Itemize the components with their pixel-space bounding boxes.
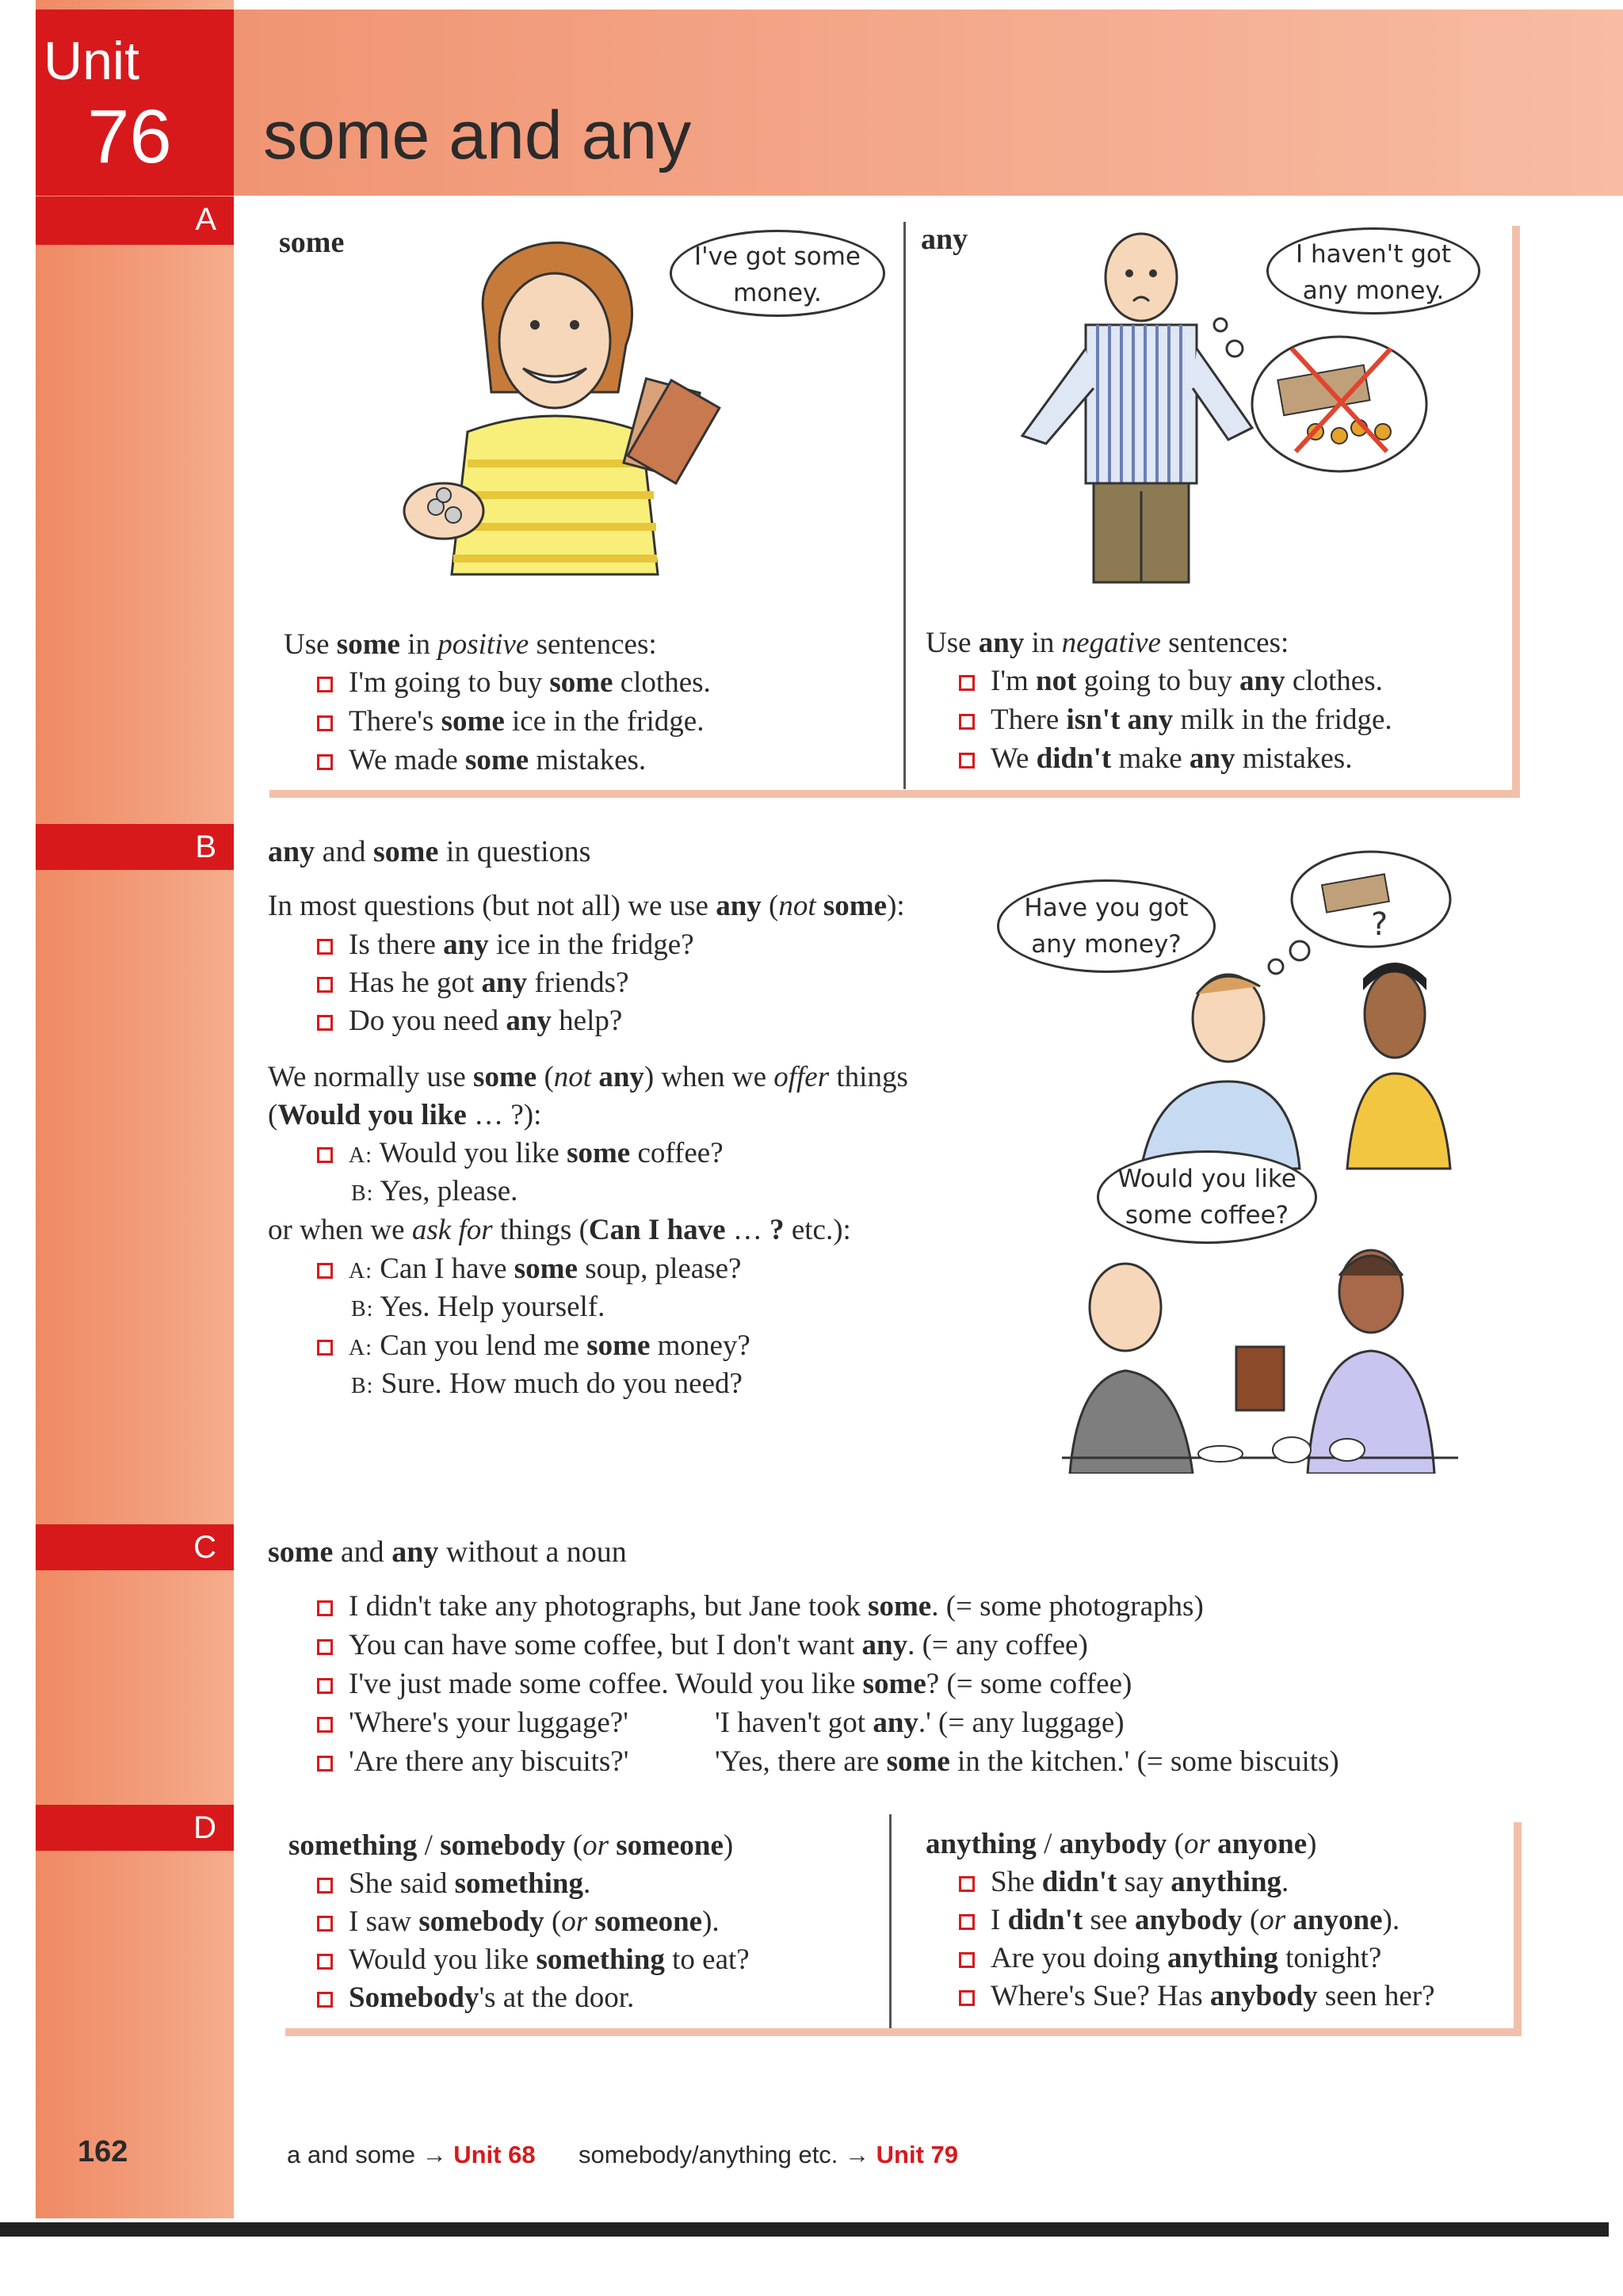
text: 'Yes, there are	[715, 1745, 887, 1778]
text: I'm	[991, 665, 1037, 697]
text: ? (= some coffee)	[926, 1668, 1132, 1700]
text: isn't any	[1066, 704, 1174, 736]
text: any	[443, 929, 489, 961]
text: sentences:	[529, 628, 657, 661]
text: anyone	[1217, 1828, 1308, 1860]
text: not	[553, 1061, 592, 1093]
text: ice in the fridge?	[488, 929, 694, 961]
some-intro	[284, 627, 657, 662]
page-number: 162	[78, 2135, 128, 2168]
bubble-line: I've got some	[694, 242, 861, 271]
text: (	[761, 890, 779, 922]
text: Has he got	[349, 967, 482, 999]
text: .	[1281, 1866, 1289, 1898]
speaker-label: B:	[351, 1374, 374, 1398]
text: …	[725, 1214, 770, 1246]
text: someone	[594, 1905, 703, 1938]
offer-rule	[268, 1060, 908, 1094]
text: or	[1259, 1904, 1286, 1936]
text: some	[268, 1535, 334, 1569]
dialogue-line	[351, 1174, 517, 1208]
d-left-example	[317, 1905, 720, 1939]
no-noun-example-reply	[715, 1745, 1339, 1779]
questions-rule	[268, 889, 905, 923]
text: not	[778, 890, 816, 922]
section-c-label: C	[36, 1524, 234, 1570]
text: (	[544, 1905, 562, 1938]
text: in the kitchen.' (= some biscuits)	[949, 1745, 1339, 1778]
text: Yes. Help yourself.	[380, 1291, 605, 1323]
text: in	[399, 628, 438, 661]
cross-reference-somebody-anything	[579, 2141, 958, 2169]
text: any	[716, 890, 762, 922]
text: anybody	[1059, 1828, 1167, 1860]
text: You can have some coffee, but I don't want	[349, 1629, 862, 1661]
dialogue-line	[317, 1329, 750, 1363]
section-a-label: A	[36, 196, 234, 242]
text: anybody	[1134, 1904, 1243, 1936]
bubble-line: any money.	[1302, 277, 1445, 305]
bullet-box	[317, 715, 333, 731]
text: somebody/anything etc. →	[579, 2141, 870, 2168]
text: ).	[1382, 1904, 1400, 1936]
no-noun-example	[317, 1589, 1204, 1623]
text: some	[373, 835, 439, 868]
text: .	[583, 1867, 591, 1900]
text: going to buy	[1076, 665, 1239, 697]
text: sentences:	[1160, 627, 1289, 659]
text: Do you need	[349, 1005, 506, 1037]
bullet-box	[959, 675, 975, 691]
bubble-line: Have you got	[1024, 894, 1189, 922]
offering-coffee-illustration	[1054, 1220, 1466, 1474]
text: some	[862, 1668, 926, 1700]
text: There's	[349, 705, 441, 738]
speaker-label: B:	[351, 1297, 374, 1322]
text: anything	[1170, 1866, 1282, 1898]
dialogue-line	[351, 1367, 743, 1401]
d-right-example	[959, 1865, 1289, 1899]
bullet-box	[959, 1876, 975, 1892]
text: Yes, please.	[380, 1175, 518, 1207]
text: mistakes.	[1235, 742, 1353, 775]
bullet-box	[317, 1717, 333, 1733]
text: )	[1307, 1828, 1317, 1860]
text: ice in the fridge.	[504, 705, 705, 738]
text: ).	[702, 1905, 720, 1938]
unit-79-link[interactable]: Unit 79	[876, 2141, 959, 2168]
text: She said	[349, 1867, 455, 1900]
any-intro	[926, 626, 1289, 660]
text	[591, 1061, 598, 1093]
section-c-heading	[268, 1535, 627, 1569]
any-example	[959, 742, 1352, 776]
dialogue-line	[317, 1252, 741, 1286]
text: any	[978, 627, 1025, 659]
some-example	[317, 704, 704, 738]
speaker-label: A:	[349, 1259, 372, 1283]
text: /	[417, 1829, 441, 1862]
text: I didn't take any photographs, but Jane took	[349, 1590, 869, 1623]
section-b-label: B	[36, 824, 234, 870]
text: something	[288, 1829, 418, 1862]
no-noun-example	[317, 1706, 628, 1740]
text: money?	[650, 1329, 750, 1362]
section-b-rule	[36, 824, 83, 829]
ask-rule	[268, 1213, 851, 1247]
speech-bubble-offer	[1097, 1150, 1317, 1244]
bullet-box	[317, 1992, 333, 2008]
text: mistakes.	[529, 744, 647, 776]
text: friends?	[527, 967, 629, 999]
text: ) when we	[643, 1061, 774, 1093]
text: something	[454, 1867, 584, 1900]
text: any	[861, 1629, 908, 1661]
text: Would you like	[379, 1137, 567, 1169]
text: (	[1167, 1828, 1184, 1860]
section-b-heading	[268, 834, 590, 869]
question-example	[317, 966, 629, 1000]
text: something	[536, 1943, 665, 1976]
text: to eat?	[664, 1943, 750, 1976]
text: help?	[551, 1005, 623, 1037]
thought-cloud-crossed-money	[1205, 293, 1434, 483]
no-noun-example	[317, 1667, 1132, 1701]
text: somebody	[418, 1905, 544, 1938]
text: or	[1183, 1828, 1210, 1860]
text: some	[336, 628, 400, 661]
some-example	[317, 666, 711, 700]
text: 'Where's your luggage?'	[349, 1707, 628, 1739]
text: Use	[926, 627, 979, 659]
cross-reference-a-and-some	[287, 2141, 536, 2169]
text: She	[991, 1866, 1042, 1898]
section-a-divider	[903, 222, 906, 789]
text: some	[473, 1061, 537, 1093]
bullet-box	[317, 1954, 333, 1970]
text: Would you like	[277, 1099, 467, 1131]
text: any	[268, 835, 315, 868]
text: see	[1083, 1904, 1135, 1936]
text: anything	[1167, 1942, 1278, 1974]
question-example	[317, 928, 694, 962]
text: I've just made some coffee. Would you like	[349, 1668, 863, 1700]
text: .' (= any luggage)	[918, 1707, 1125, 1739]
no-noun-example	[317, 1628, 1088, 1662]
any-heading: any	[921, 223, 968, 256]
dialogue-line	[351, 1290, 605, 1324]
text: Can you lend me	[380, 1329, 587, 1362]
text: any	[481, 967, 528, 999]
bullet-box	[959, 1990, 975, 2006]
text: . (= some photographs)	[931, 1590, 1204, 1623]
text: … ?):	[466, 1099, 542, 1131]
speaker-label: B:	[351, 1181, 374, 1206]
some-example	[317, 743, 646, 777]
bullet-box	[959, 753, 975, 769]
d-left-heading	[288, 1829, 733, 1863]
text: not	[1036, 665, 1077, 697]
bullet-box	[317, 1600, 333, 1616]
dialogue-line	[317, 1136, 724, 1170]
text	[609, 1829, 616, 1862]
section-a-rule	[36, 240, 234, 245]
text: negative	[1061, 627, 1161, 659]
text: . (= any coffee)	[907, 1629, 1088, 1661]
d-left-example	[317, 1981, 634, 2015]
bullet-box	[317, 1340, 333, 1356]
text: Somebody	[349, 1981, 479, 2014]
text: some	[868, 1590, 932, 1623]
text: (	[1242, 1904, 1260, 1936]
text: say	[1117, 1866, 1171, 1898]
d-right-heading	[926, 1827, 1317, 1861]
text: etc.):	[784, 1214, 851, 1246]
text: We made	[349, 744, 466, 776]
text: Can I have	[588, 1214, 726, 1246]
bubble-line: any money?	[1031, 930, 1182, 959]
text: things (	[492, 1214, 589, 1246]
bubble-line: I haven't got	[1295, 240, 1452, 269]
text: without a noun	[438, 1535, 627, 1569]
text: Use	[284, 628, 337, 661]
speech-bubble-some	[670, 230, 885, 317]
text: 'I haven't got	[715, 1707, 873, 1739]
text: some	[514, 1253, 578, 1285]
text: tonight?	[1277, 1942, 1382, 1974]
question-example	[317, 1004, 622, 1038]
text: 'Are there any biscuits?'	[349, 1745, 629, 1778]
text: There	[991, 704, 1067, 736]
text: a and some →	[287, 2141, 447, 2168]
text: We	[991, 742, 1037, 775]
text: some	[549, 666, 613, 699]
text: anyone	[1293, 1904, 1383, 1936]
text: We normally use	[268, 1061, 474, 1093]
bullet-box	[317, 1015, 333, 1031]
text: didn't	[1041, 1866, 1117, 1898]
text: I	[991, 1904, 1008, 1936]
text: Where's Sue? Has	[991, 1980, 1210, 2012]
text: seen her?	[1317, 1980, 1435, 2012]
speaker-label: A:	[349, 1143, 372, 1168]
svg-text:?: ?	[1371, 906, 1388, 943]
text: Are you doing	[991, 1942, 1167, 1974]
bullet-box	[317, 1639, 333, 1655]
text: in questions	[438, 835, 591, 868]
text: ?	[769, 1214, 785, 1246]
text: (	[537, 1061, 554, 1093]
text: or when we	[268, 1214, 412, 1246]
text: some	[465, 744, 529, 776]
bullet-box	[317, 1147, 333, 1163]
text: Is there	[349, 929, 444, 961]
text: and	[315, 835, 374, 868]
any-example	[959, 664, 1383, 698]
no-noun-example-reply	[715, 1706, 1125, 1740]
text: anybody	[1209, 1980, 1318, 2012]
bullet-box	[317, 1916, 333, 1932]
text: make	[1111, 742, 1190, 775]
text: ):	[887, 890, 905, 922]
page-title: some and any	[263, 97, 692, 174]
text: )	[723, 1829, 734, 1862]
text: any	[598, 1061, 644, 1093]
text	[1210, 1828, 1217, 1860]
section-d-divider	[889, 1814, 892, 2028]
bubble-line: some coffee?	[1125, 1201, 1289, 1230]
any-example	[959, 703, 1392, 737]
text: positive	[437, 628, 529, 661]
speaker-label: A:	[349, 1336, 372, 1360]
text: or	[561, 1905, 588, 1938]
text	[816, 890, 823, 922]
unit-68-link[interactable]: Unit 68	[453, 2141, 536, 2168]
text: and	[333, 1535, 392, 1569]
text: some	[886, 1745, 950, 1778]
bullet-box	[959, 714, 975, 730]
bubble-line: money.	[733, 279, 822, 307]
bullet-box	[317, 754, 333, 770]
bullet-box	[317, 1263, 333, 1279]
d-right-example	[959, 1979, 1435, 2013]
text: somebody	[440, 1829, 566, 1862]
text: some	[586, 1329, 651, 1362]
text: things	[829, 1061, 908, 1093]
bullet-box	[317, 1756, 333, 1772]
text: some	[441, 705, 505, 738]
text: In most questions (but not all) we use	[268, 890, 716, 922]
bullet-box	[317, 939, 333, 955]
text: 's at the door.	[479, 1981, 635, 2014]
bullet-box	[959, 1952, 975, 1968]
speech-bubble-any	[1266, 227, 1480, 315]
text: some	[567, 1137, 631, 1169]
bullet-box	[317, 1678, 333, 1694]
text: didn't	[1007, 1904, 1083, 1936]
speech-bubble-question	[997, 879, 1216, 973]
d-right-example	[959, 1941, 1381, 1975]
unit-label: Unit	[44, 31, 139, 91]
unit-number: 76	[87, 94, 172, 179]
bullet-box	[959, 1914, 975, 1930]
bubble-line: Would you like	[1117, 1165, 1296, 1193]
text: Sure. How much do you need?	[380, 1367, 743, 1400]
bottom-rule	[0, 2222, 1609, 2237]
text: /	[1036, 1828, 1060, 1860]
text: some	[823, 890, 888, 922]
text: any	[873, 1707, 918, 1739]
bullet-box	[317, 1878, 333, 1894]
text: milk in the fridge.	[1173, 704, 1392, 736]
text: any	[506, 1005, 552, 1037]
no-noun-example	[317, 1745, 628, 1779]
text: offer	[773, 1061, 830, 1093]
text: any	[1239, 665, 1285, 697]
d-left-example	[317, 1867, 590, 1901]
text: soup, please?	[577, 1253, 742, 1285]
text: didn't	[1036, 742, 1112, 775]
section-d-label: D	[36, 1805, 234, 1851]
text: anything	[926, 1828, 1037, 1860]
text: (	[565, 1829, 583, 1862]
offer-rule-cont	[268, 1098, 541, 1132]
text: (	[268, 1099, 278, 1131]
text: any	[1189, 742, 1235, 775]
text: or	[582, 1829, 609, 1862]
text: any	[391, 1535, 439, 1569]
text: clothes.	[1285, 665, 1383, 697]
text: clothes.	[613, 666, 711, 699]
text: Would you like	[349, 1943, 537, 1976]
d-left-example	[317, 1943, 750, 1977]
some-heading: some	[279, 226, 345, 259]
text: someone	[616, 1829, 724, 1862]
text: in	[1024, 627, 1062, 659]
bullet-box	[317, 677, 333, 692]
text: I saw	[349, 1905, 419, 1938]
d-right-example	[959, 1903, 1400, 1937]
bullet-box	[317, 977, 333, 993]
text: Can I have	[380, 1253, 514, 1285]
text: coffee?	[630, 1137, 724, 1169]
text: I'm going to buy	[349, 666, 550, 699]
text: ask for	[411, 1214, 493, 1246]
left-margin-band	[36, 0, 234, 2218]
